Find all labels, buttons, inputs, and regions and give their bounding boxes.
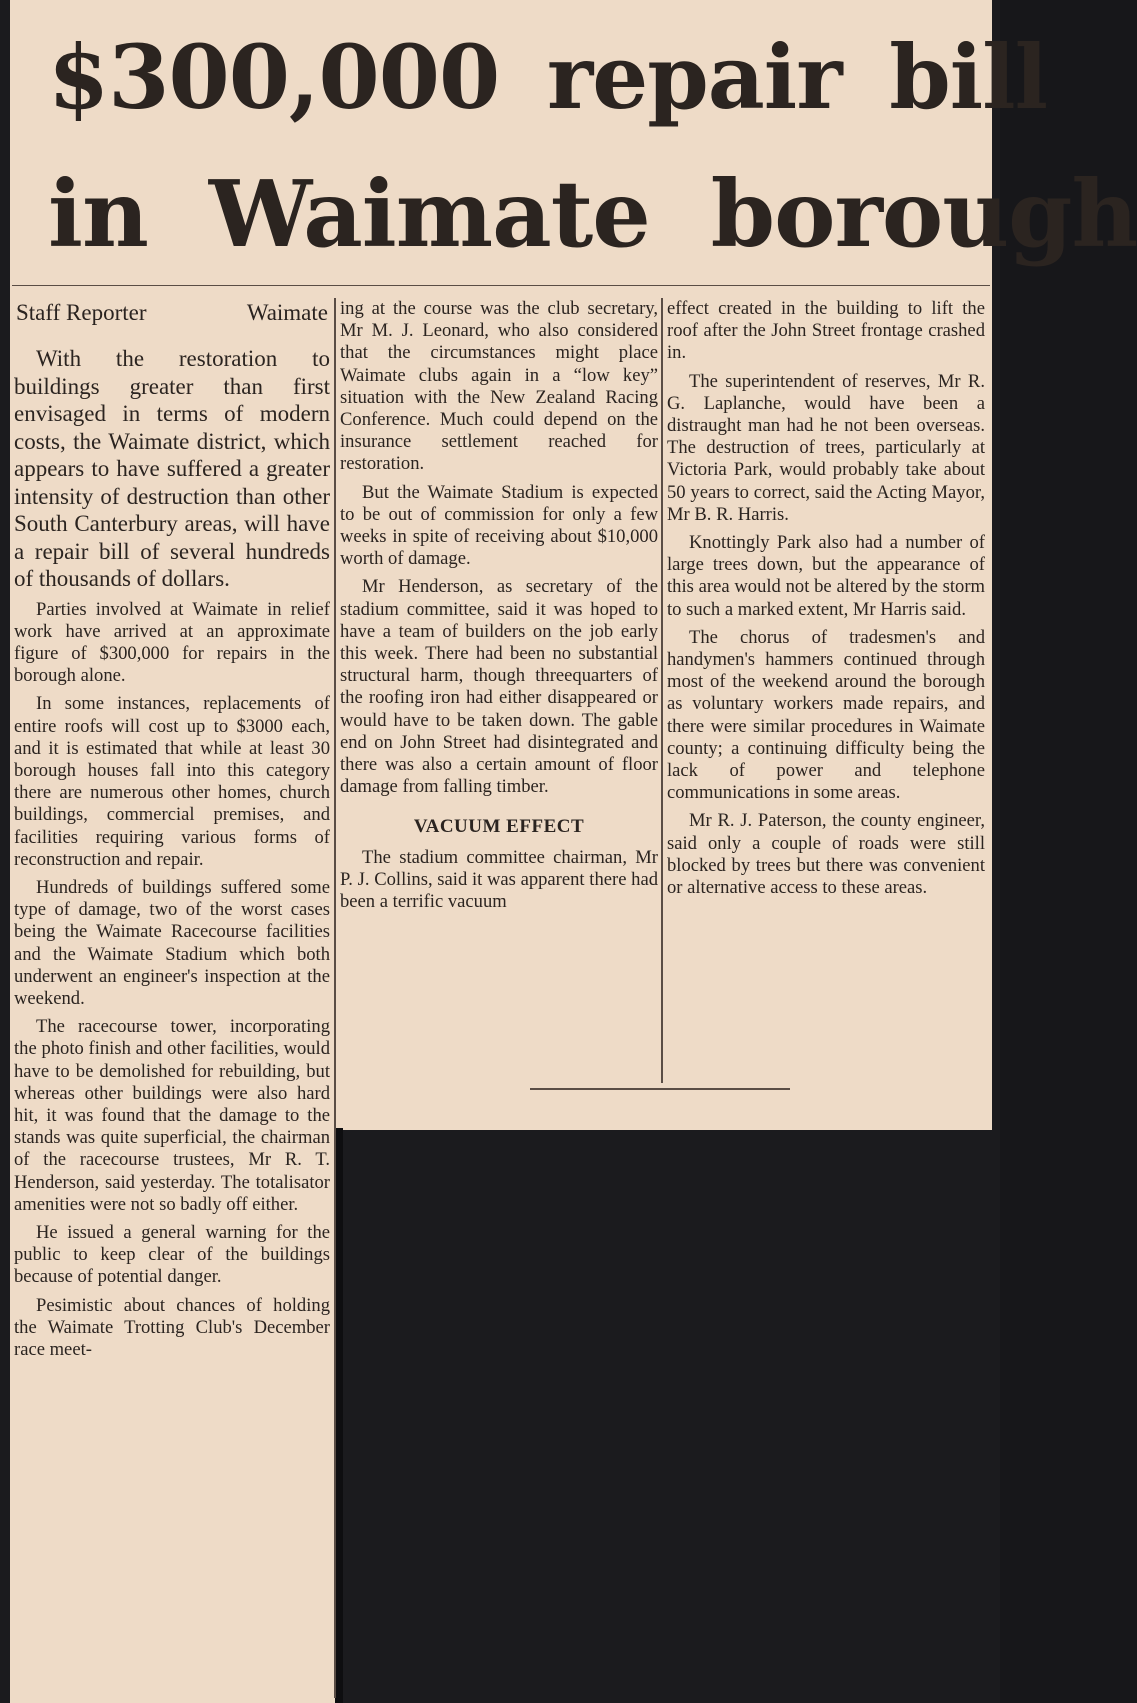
article-column-1 (14, 345, 330, 1367)
paragraph: Hundreds of buildings suffered some type of damage, two of the worst cases being the Waimate Racecourse facilities and the Waimate Stadium which both underwent an engineer's inspection at the weekend. (14, 876, 330, 1009)
paragraph: The racecourse tower, incorporating the photo finish and other facilities, would have to be demolished for rebuilding, but whereas other buildings were also hard hit, it was found that the damage to the stands was quite superficial, the chairman of the racecourse trustees, Mr R. T. Henderson, said yesterday. The totalisator amenities were not so badly off either. (14, 1016, 330, 1215)
headline-rule (12, 285, 990, 286)
paragraph: Knottingly Park also had a number of large trees down, but the appearance of this area would not be altered by the storm to such a marked extent, Mr Harris said. (667, 532, 985, 620)
end-rule (530, 1088, 790, 1090)
paragraph: ing at the course was the club secretary, Mr M. J. Leonard, who also considered that the circumstances might place Waimate clubs again in a “low key” situation with the New Zealand Racing Conference. Much could depend on the insurance settlement reached for restoration. (340, 298, 658, 475)
paragraph: In some instances, replacements of entire roofs will cost up to $3000 each, and it is estimated that while at least 30 borough houses fall into this category there are numerous other homes, church buildings, commercial premises, and facilities requiring various forms of reconstruction and repair. (14, 693, 330, 870)
byline-reporter: Staff Reporter (16, 300, 147, 325)
article-column-3 (667, 298, 985, 905)
paragraph: The chorus of tradesmen's and handymen's hammers continued through most of the weekend around the borough as voluntary workers made repairs, and there were similar procedures in Waimate county; a continuing difficulty being the lack of power and telephone communications in some areas. (667, 626, 985, 804)
subheading-vacuum-effect: VACUUM EFFECT (413, 816, 585, 838)
byline-location: Waimate (246, 300, 328, 325)
paragraph: effect created in the building to lift the roof after the John Street frontage crashed in. (667, 298, 985, 364)
paragraph: Pesimistic about chances of holding the Waimate Trotting Club's December race meet- (14, 1294, 330, 1360)
paragraph: The superintendent of reserves, Mr R. G. Laplanche, would have been a distraught man had he not been overseas. The destruction of trees, particularly at Victoria Park, would probably take about 50 years to correct, said the Acting Mayor, Mr B. R. Harris. (667, 370, 985, 525)
paragraph: Mr R. J. Paterson, the county engineer, said only a couple of roads were still blocked by trees but there was convenient or alternative access to these areas. (667, 810, 985, 899)
headline-line-1: $300,000 repair bill (48, 25, 1048, 129)
column-rule-1 (334, 298, 336, 1698)
paragraph: He issued a general warning for the public to keep clear of the buildings because of potential danger. (14, 1221, 330, 1288)
byline (16, 300, 328, 326)
article-column-2 (340, 298, 658, 919)
column-rule-2 (661, 298, 663, 1083)
paragraph: But the Waimate Stadium is expected to be out of commission for only a few weeks in spite of receiving about $10,000 worth of damage. (340, 481, 658, 570)
clipping-edge-shadow (335, 1128, 343, 1703)
paragraph: Mr Henderson, as secretary of the stadium committee, said it was hoped to have a team of builders on the job early this week. There had been no substantial structural harm, though threequarters of the roofing iron had either disappeared or would have to be taken down. The gable end on John Street had disintegrated and there was also a certain amount of floor damage from falling timber. (340, 576, 658, 798)
paragraph: The stadium committee chairman, Mr P. J. Collins, said it was apparent there had been a terrific vacuum (340, 846, 658, 913)
headline-line-2: in Waimate borough (48, 160, 1137, 268)
lead-paragraph: With the restoration to buildings greater than first envisaged in terms of modern costs, the Waimate district, which appears to have suffered a greater intensity of destruction than other South Canterbury areas, will have a repair bill of several hundreds of thousands of dollars. (14, 346, 330, 591)
paragraph: Parties involved at Waimate in relief work have arrived at an approximate figure of $300,000 for repairs in the borough alone. (14, 598, 330, 687)
